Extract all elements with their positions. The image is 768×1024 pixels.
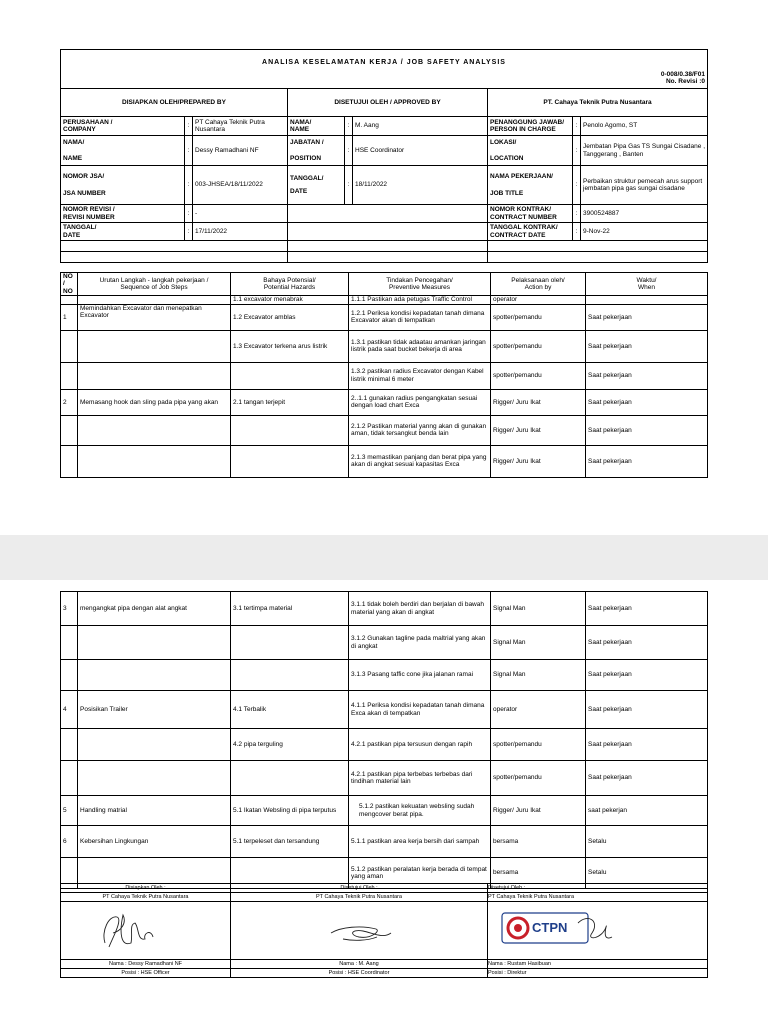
cell-measure: 1.3.1 pastikan tidak adaatau amankan jaringan listrik pada saat bucket bekerja di area (349, 330, 491, 362)
table-row (61, 330, 708, 362)
approved2-name: Nama : Rustam Hasibuan (488, 960, 708, 969)
cell-when: Saat pekerjaan (586, 729, 708, 761)
prepared-company: PT Cahaya Teknik Putra Nusantara (61, 893, 231, 902)
prepared-role: Disiapkan Oleh : (61, 884, 231, 893)
approved2-company: PT Cahaya Teknik Putra Nusantara (488, 893, 708, 902)
svg-text:CTPN: CTPN (532, 919, 568, 935)
cell-action: Rigger/ Juru Ikat (491, 389, 586, 415)
empty-cell (488, 252, 708, 263)
cell-no (61, 729, 78, 761)
document-page-2 (0, 580, 768, 1024)
cell-step (78, 729, 231, 761)
table-row (61, 445, 708, 477)
approved-position: Posisi : HSE Coordinator (231, 969, 488, 978)
cell-measure: 5.1.1 pastikan area kerja bersih dari sampah (349, 826, 491, 858)
header-table (60, 49, 708, 117)
cell-when: Saat pekerjaan (586, 362, 708, 389)
cell-measure: 4.1.1 Periksa kondisi kepadatan tanah dimana Exca akan di tempatkan (349, 691, 491, 729)
approved-name: Nama : M. Aang (231, 960, 488, 969)
cell-measure: 1.2.1 Periksa kondisi kepadatan tanah dimana Excavator akan di tempatkan (349, 304, 491, 330)
empty-cell (288, 241, 488, 252)
cell-hazard (231, 362, 349, 389)
cell-hazard: 1.1 excavator menabrak (231, 296, 349, 304)
cell-measure: 3.1.3 Pasang taffic cone jika jalanan ramai (349, 660, 491, 691)
job-title-label: NAMA PEKERJAAN/ JOB TITLE (488, 166, 573, 205)
colon: : (185, 166, 193, 205)
cell-measure: 1.1.1 Pastikan ada petugas Traffic Control (349, 296, 491, 304)
cell-when: Saat pekerjaan (586, 330, 708, 362)
table-row (61, 761, 708, 796)
cell-action: Rigger/ Juru Ikat (491, 445, 586, 477)
cell-action: Rigger/ Juru Ikat (491, 796, 586, 826)
cell-action: spotter/pemandu (491, 761, 586, 796)
signature-table (60, 883, 708, 978)
pic-value: Penolo Agomo, ST (581, 117, 708, 136)
contract-date-value: 9-Nov-22 (581, 223, 708, 241)
prepared-position: Posisi : HSE Officer (61, 969, 231, 978)
col-when: Waktu/ When (586, 273, 708, 296)
revision-label: No. Revisi :0 (665, 78, 705, 86)
cell-step (78, 296, 231, 304)
date2-value: 18/11/2022 (353, 166, 488, 205)
col-no: NO / NO (61, 273, 78, 296)
cell-step: Memasang hook dan sling pada pipa yang akan (78, 389, 231, 415)
empty-cell (488, 241, 708, 252)
jsa-title (61, 50, 708, 89)
cell-step: Handling matrial (78, 796, 231, 826)
col-measures: Tindakan Pencegahan/ Preventive Measures (349, 273, 491, 296)
cell-action: operator (491, 296, 586, 304)
cell-no: 1 (61, 304, 78, 330)
approver-name-label: NAMA/ NAME (288, 117, 345, 136)
cell-step (78, 362, 231, 389)
cell-when: Saat pekerjaan (586, 691, 708, 729)
cell-when: Setalu (586, 826, 708, 858)
signature-dessy (61, 902, 231, 960)
approved2-role: Disetujui Oleh : (488, 884, 708, 893)
cell-measure: 2.1.2 Pastikan material yanng akan di gunakan aman, tidak tersangkut benda lain (349, 415, 491, 445)
cell-step (78, 415, 231, 445)
colon: : (573, 205, 581, 223)
steps-table-page1 (60, 272, 708, 478)
empty-cell (288, 223, 488, 241)
approved2-position: Posisi : Direktur (488, 969, 708, 978)
cell-when: Saat pekerjaan (586, 626, 708, 660)
cell-action: spotter/pemandu (491, 729, 586, 761)
table-row (61, 691, 708, 729)
colon: : (573, 136, 581, 166)
cell-when (586, 296, 708, 304)
colon: : (345, 117, 353, 136)
col-action: Pelaksanaan oleh/ Action by (491, 273, 586, 296)
cell-no (61, 330, 78, 362)
cell-measure: 4.2.1 pastikan pipa terbebas terbebas dari tindihan material lain (349, 761, 491, 796)
colon: : (573, 223, 581, 241)
cell-no (61, 362, 78, 389)
cell-step (78, 761, 231, 796)
cell-no (61, 761, 78, 796)
cell-step (78, 445, 231, 477)
cell-hazard: 5.1 Ikatan Websling di pipa terputus (231, 796, 349, 826)
table-row (61, 296, 708, 304)
table-row (61, 362, 708, 389)
approved-by-heading: DISETUJUI OLEH / APPROVED BY (288, 89, 488, 117)
cell-no: 3 (61, 592, 78, 626)
info-table (60, 116, 708, 263)
cell-hazard: 1.2 Excavator amblas (231, 304, 349, 330)
colon: : (185, 205, 193, 223)
cell-hazard: 3.1 tertimpa material (231, 592, 349, 626)
table-row (61, 796, 708, 826)
cell-action: spotter/pemandu (491, 304, 586, 330)
cell-action: bersama (491, 858, 586, 889)
company-value: PT Cahaya Teknik Putra Nusantara (193, 117, 288, 136)
cell-when: Saat pekerjaan (586, 761, 708, 796)
revision-number-label: NOMOR REVISI / REVISI NUMBER (61, 205, 185, 223)
position-value: HSE Coordinator (353, 136, 488, 166)
cell-action: Rigger/ Juru Ikat (491, 415, 586, 445)
col-steps: Urutan Langkah - langkah pekerjaan / Sequence of Job Steps (78, 273, 231, 296)
cell-when: Saat pekerjaan (586, 445, 708, 477)
cell-measure: 2..1.1 gunakan radius pengangkatan sesuai dengan load chart Exca (349, 389, 491, 415)
pic-label: PENANGGUNG JAWAB/ PERSON IN CHARGE (488, 117, 573, 136)
revision-value: - (193, 205, 288, 223)
cell-hazard: 5.1 terpeleset dan tersandung (231, 826, 349, 858)
cell-when: Saat pekerjaan (586, 660, 708, 691)
date2-label: TANGGAL/ DATE (288, 166, 345, 205)
cell-action: Signal Man (491, 626, 586, 660)
table-row (61, 729, 708, 761)
location-value: Jembatan Pipa Gas TS Sungai Cisadane , Tanggerang , Banten (581, 136, 708, 166)
cell-when: Setalu (586, 858, 708, 889)
name-value: Dessy Ramadhani NF (193, 136, 288, 166)
cell-step: Memindahkan Excavator dan menepatkan Excavator (78, 304, 231, 330)
job-title-value: Perbaikan struktur pemecah arus support jembatan pipa gas sungai cisadane (581, 166, 708, 205)
signature-scribble-icon (231, 903, 488, 959)
approver-name-value: M. Aang (353, 117, 488, 136)
cell-action: spotter/pemandu (491, 362, 586, 389)
cell-hazard (231, 445, 349, 477)
table-row (61, 826, 708, 858)
contract-number-value: 3900524887 (581, 205, 708, 223)
company-heading: PT. Cahaya Teknik Putra Nusantara (488, 89, 708, 117)
prepared-name: Nama : Dessy Ramadhani NF (61, 960, 231, 969)
contract-number-label: NOMOR KONTRAK/ CONTRACT NUMBER (488, 205, 573, 223)
cell-no: 4 (61, 691, 78, 729)
colon: : (185, 223, 193, 241)
cell-step: Posisikan Trailer (78, 691, 231, 729)
cell-step: mengangkat pipa dengan alat angkat (78, 592, 231, 626)
location-label: LOKASI/ LOCATION (488, 136, 573, 166)
cell-step (78, 626, 231, 660)
cell-action: bersama (491, 826, 586, 858)
cell-step (78, 330, 231, 362)
colon: : (185, 136, 193, 166)
cell-no: 5 (61, 796, 78, 826)
cell-measure: 4.2.1 pastikan pipa tersusun dengan rapih (349, 729, 491, 761)
cell-no (61, 626, 78, 660)
cell-hazard: 4.2 pipa terguling (231, 729, 349, 761)
cell-no (61, 660, 78, 691)
name-label: NAMA/ NAME (61, 136, 185, 166)
cell-no (61, 445, 78, 477)
cell-measure: 2.1.3 memastikan panjang dan berat pipa yang akan di angkat sesuai kapasitas Exca (349, 445, 491, 477)
cell-when: saat pekerjan (586, 796, 708, 826)
column-header-row (61, 273, 708, 296)
colon: : (573, 117, 581, 136)
table-row (61, 304, 708, 330)
cell-no: 2 (61, 389, 78, 415)
approved-role: Disetujui Oleh : (231, 884, 488, 893)
cell-when: Saat pekerjaan (586, 592, 708, 626)
table-row (61, 415, 708, 445)
signature-aang (231, 902, 488, 960)
doc-code: 0-008/0.38/F01 (660, 71, 705, 78)
cell-action: spotter/pemandu (491, 330, 586, 362)
table-row (61, 660, 708, 691)
cell-hazard (231, 626, 349, 660)
table-row (61, 389, 708, 415)
cell-action: Signal Man (491, 592, 586, 626)
cell-no (61, 296, 78, 304)
cell-measure: 3.1.2 Gunakan tagline pada maltrial yang akan di angkat (349, 626, 491, 660)
cell-no (61, 415, 78, 445)
signature-scribble-icon (61, 903, 231, 959)
cell-step (78, 660, 231, 691)
cell-no: 6 (61, 826, 78, 858)
cell-when: Saat pekerjaan (586, 304, 708, 330)
date-label: TANGGAL/ DATE (61, 223, 185, 241)
steps-table-page2 (60, 591, 708, 889)
date-value: 17/11/2022 (193, 223, 288, 241)
cell-measure: 5.1.2 pastikan kekuatan websling sudah mengcover berat pipa. (349, 796, 491, 826)
empty-cell (61, 252, 288, 263)
empty-cell (288, 205, 488, 223)
col-hazards: Bahaya Potensial/ Potential Hazards (231, 273, 349, 296)
jsa-number-label: NOMOR JSA/ JSA NUMBER (61, 166, 185, 205)
cell-hazard (231, 761, 349, 796)
cell-measure: 3.1.1 tidak boleh berdiri dan berjalan di bawah material yang akan di angkat (349, 592, 491, 626)
cell-step: Kebersihan Lingkungan (78, 826, 231, 858)
table-row (61, 626, 708, 660)
cell-action: operator (491, 691, 586, 729)
prepared-by-heading: DISIAPKAN OLEH/PREPARED BY (61, 89, 288, 117)
title-text: ANALISA KESELAMATAN KERJA / JOB SAFETY ANALYSIS (262, 59, 506, 66)
position-label: JABATAN / POSITION (288, 136, 345, 166)
cell-when: Saat pekerjaan (586, 415, 708, 445)
signature-rustam (488, 902, 708, 960)
cell-hazard: 1.3 Excavator terkena arus listrik (231, 330, 349, 362)
cell-hazard: 2.1 tangan terjepit (231, 389, 349, 415)
cell-hazard: 4.1 Terbalik (231, 691, 349, 729)
colon: : (345, 166, 353, 205)
table-row (61, 592, 708, 626)
cell-hazard (231, 660, 349, 691)
company-stamp-icon (488, 903, 708, 959)
empty-cell (61, 241, 288, 252)
cell-action: Signal Man (491, 660, 586, 691)
company-label: PERUSAHAAN / COMPANY (61, 117, 185, 136)
cell-hazard (231, 415, 349, 445)
colon: : (185, 117, 193, 136)
colon: : (345, 136, 353, 166)
empty-cell (288, 252, 488, 263)
contract-date-label: TANGGAL KONTRAK/ CONTRACT DATE (488, 223, 573, 241)
cell-measure: 1.3.2 pastikan radius Excavator dengan Kabel listrik minimal 6 meter (349, 362, 491, 389)
cell-when: Saat pekerjaan (586, 389, 708, 415)
colon: : (573, 166, 581, 205)
cell-measure: 5.1.2 pastikan peralatan kerja berada di tempat yang aman (349, 858, 491, 889)
jsa-number-value: 003-JHSEA/18/11/2022 (193, 166, 288, 205)
approved-company: PT Cahaya Teknik Putra Nusantara (231, 893, 488, 902)
